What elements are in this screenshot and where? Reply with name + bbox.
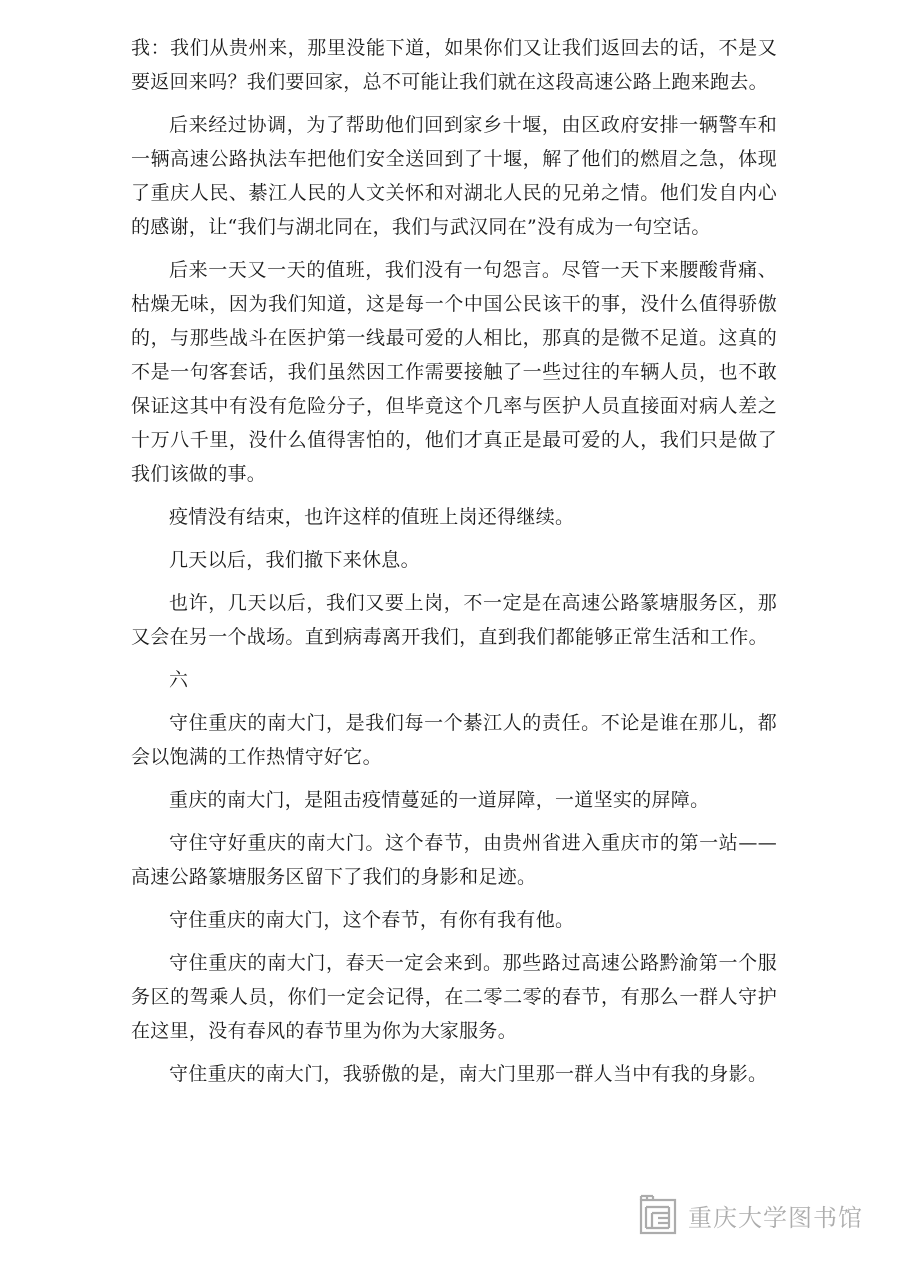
- section-heading: 六: [169, 669, 189, 691]
- body-text: [131, 31, 777, 1100]
- library-watermark: [638, 1192, 863, 1238]
- paragraph: 守住重庆的南大门，我骄傲的是，南大门里那一群人当中有我的身影。: [169, 1063, 768, 1085]
- paragraph: 也许，几天以后，我们又要上岗，不一定是在高速公路篆塘服务区，那又会在另一个战场。直到病毒离开我们，直到我们都能够正常生活和工作。: [131, 592, 777, 648]
- paragraph: 后来经过协调，为了帮助他们回到家乡十堰，由区政府安排一辆警车和一辆高速公路执法车把他们安全送回到了十堰，解了他们的燃眉之急，体现了重庆人民、綦江人民的人文关怀和对湖北人民的兄弟之情。他们发自内心的感谢，让“我们与湖北同在，我们与武汉同在”没有成为一句空话。: [131, 114, 777, 238]
- paragraph: 守住守好重庆的南大门。这个春节，由贵州省进入重庆市的第一站——高速公路篆塘服务区留下了我们的身影和足迹。: [131, 832, 777, 888]
- paragraph: 疫情没有结束，也许这样的值班上岗还得继续。: [169, 506, 575, 528]
- library-seal-icon: [638, 1194, 678, 1236]
- paragraph: 守住重庆的南大门，春天一定会来到。那些路过高速公路黔渝第一个服务区的驾乘人员，你们一定会记得，在二零二零的春节，有那么一群人守护在这里，没有春风的春节里为你为大家服务。: [131, 952, 777, 1042]
- paragraph: 重庆的南大门，是阻击疫情蔓延的一道屏障，一道坚实的屏障。: [169, 789, 710, 811]
- paragraph: 几天以后，我们撤下来休息。: [169, 549, 420, 571]
- paragraph: 我：我们从贵州来，那里没能下道，如果你们又让我们返回去的话，不是又要返回来吗？我们要回家，总不可能让我们就在这段高速公路上跑来跑去。: [131, 37, 777, 93]
- paragraph: 守住重庆的南大门，是我们每一个綦江人的责任。不论是谁在那儿，都会以饱满的工作热情守好它。: [131, 712, 777, 768]
- watermark-text: 重庆大学图书馆: [688, 1203, 863, 1232]
- paragraph: 守住重庆的南大门，这个春节，有你有我有他。: [169, 909, 575, 931]
- paragraph: 后来一天又一天的值班，我们没有一句怨言。尽管一天下来腰酸背痛、枯燥无味，因为我们知道，这是每一个中国公民该干的事，没什么值得骄傲的，与那些战斗在医护第一线最可爱的人相比，那真的是微不足道。这真的不是一句客套话，我们虽然因工作需要接触了一些过往的车辆人员，也不敢保证这其中有没有危险分子，但毕竟这个几率与医护人员直接面对病人差之十万八千里，没什么值得害怕的，他们才真正是最可爱的人，我们只是做了我们该做的事。: [131, 259, 777, 485]
